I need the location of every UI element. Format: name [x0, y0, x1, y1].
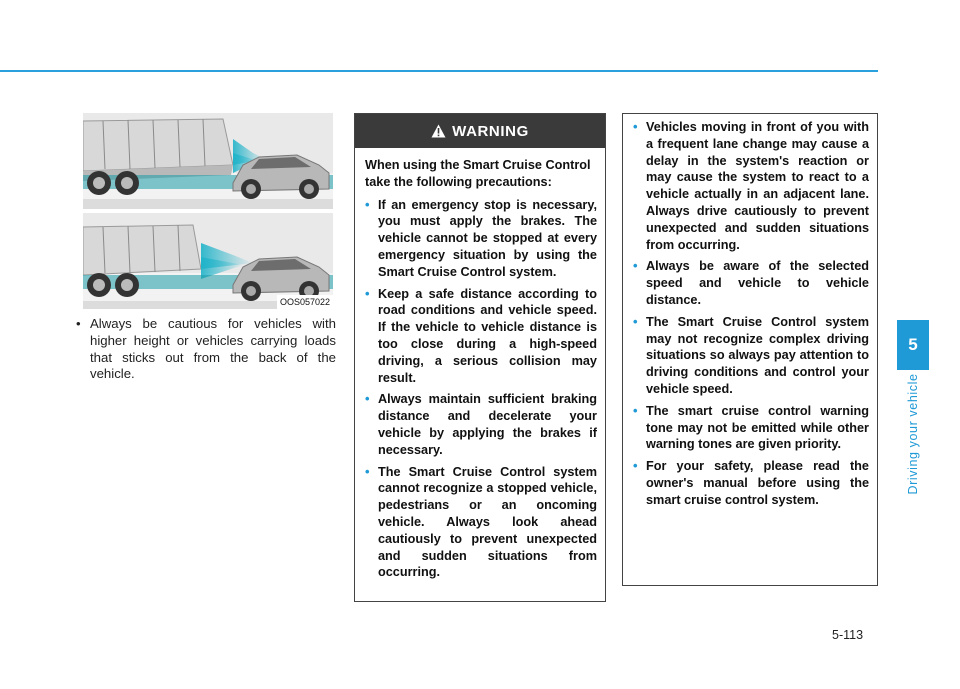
truck-overhang-bottom-panel: [83, 213, 333, 309]
chapter-tab[interactable]: 5: [897, 320, 929, 370]
warning-continued-box: [622, 113, 878, 586]
bullet-dot-icon: •: [633, 119, 638, 134]
page-number: 5-113: [832, 628, 864, 642]
warning-item-text: Vehicles moving in front of you with a frequent lane change may cause a delay in the system's reaction or may cause the system to react to a vehicle actually in an adjacent lane. Always drive cautiously to prevent unexpected and sudden situations from occurring.: [646, 120, 869, 252]
bullet-dot-icon: •: [633, 458, 638, 474]
figure-code: OOS057022: [277, 295, 333, 309]
warning-item: [365, 391, 597, 458]
warning-item-text: If an emergency stop is necessary, you must apply the brakes. The vehicle cannot be stopped at every emergency situation by using the Smart Cruise Control system.: [378, 197, 597, 279]
left-bullet: • Always be cautious for vehicles with higher height or vehicles carrying loads that sticks out from the back of the vehicle.: [74, 316, 336, 383]
illustration: [83, 113, 333, 309]
bullet-dot-icon: •: [365, 463, 370, 479]
warning-item: [633, 258, 869, 308]
header-rule: [0, 70, 878, 72]
warning-item: [633, 458, 869, 508]
warning-item-text: The Smart Cruise Control system may not recognize complex driving situations so always pay attention to driving conditions and control your vehicle speed.: [646, 314, 869, 396]
bullet-dot-icon: •: [633, 258, 638, 274]
warning-item-text: Always be aware of the selected speed and vehicle to vehicle distance.: [646, 259, 869, 307]
warning-item-text: Keep a safe distance according to road conditions and vehicle speed. If the vehicle to vehicle distance is too close during a high-speed driving, a serious collision may result.: [378, 286, 597, 385]
bullet-dot-icon: •: [365, 196, 370, 212]
truck-overhang-top-panel: [83, 113, 333, 209]
warning-item: [633, 119, 869, 253]
left-column: [74, 316, 336, 383]
warning-item-text: Always maintain sufficient braking distance and decelerate your vehicle by applying the brakes if necessary.: [378, 392, 597, 457]
warning-title: WARNING: [452, 122, 529, 140]
warning-item: [633, 403, 869, 453]
warning-item: [365, 197, 597, 281]
bullet-dot-icon: •: [365, 285, 370, 301]
warning-item: [365, 464, 597, 582]
bullet-dot-icon: •: [633, 313, 638, 329]
truck-car-illustration-top: [83, 113, 333, 209]
warning-intro: When using the Smart Cruise Control take the following precautions:: [365, 158, 591, 189]
warning-box: [354, 113, 606, 602]
warning-body: [355, 148, 605, 581]
warning-item-text: For your safety, please read the owner's manual before using the smart cruise control system.: [646, 459, 869, 507]
bullet-dot-icon: •: [633, 402, 638, 418]
warning-triangle-icon: [431, 124, 446, 138]
warning-item: [633, 314, 869, 398]
warning-item-text: The Smart Cruise Control system cannot recognize a stopped vehicle, pedestrians or an oncoming vehicle. Always look ahead cautiously to prevent unexpected and sudden situations from occurring.: [378, 464, 597, 580]
warning-item: [365, 286, 597, 387]
bullet-dot-icon: •: [365, 391, 370, 407]
warning-header: [355, 114, 605, 148]
warning-continued-body: [623, 114, 877, 509]
chapter-label: Driving your vehicle: [906, 373, 920, 495]
warning-item-text: The smart cruise control warning tone may not be emitted while other warning tones are given priority.: [646, 403, 869, 452]
